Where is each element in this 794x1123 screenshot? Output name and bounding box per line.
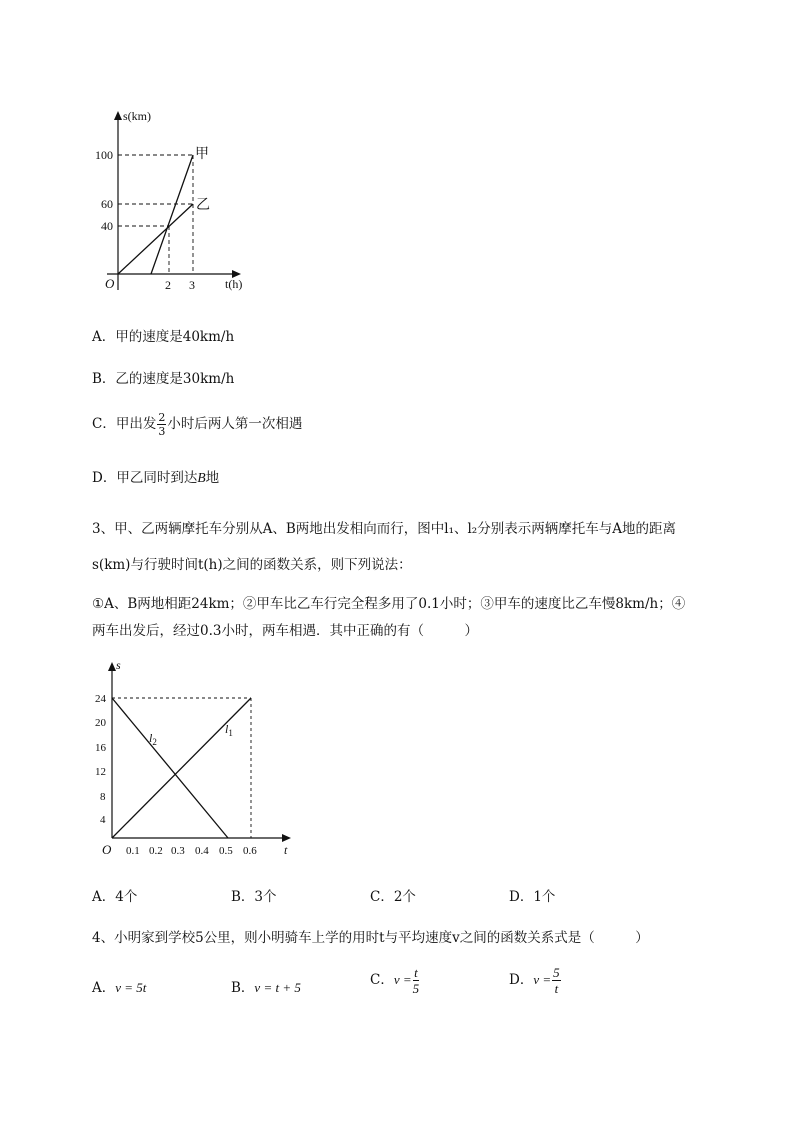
q2-option-d-pre: D．甲乙同时到达 (92, 470, 198, 486)
graph2-x-tick-0.1: 0.1 (126, 845, 140, 857)
graph1-y-tick-100: 100 (95, 148, 113, 162)
q4-option-b-expr: v = t + 5 (254, 980, 301, 995)
q2-option-c-post: 小时后两人第一次相遇 (167, 416, 303, 432)
graph2-x-tick-0.6: 0.6 (243, 845, 257, 857)
graph2-line-l1 (112, 698, 251, 838)
q2-option-d-post: 地 (205, 470, 220, 486)
graph2-x-axis-label: t (284, 843, 288, 857)
graph1-x-tick-2: 2 (165, 278, 171, 292)
graph1-x-tick-3: 3 (189, 278, 195, 292)
q2-option-a[interactable]: A．甲的速度是40km/h (92, 329, 235, 345)
q3-option-b[interactable]: B．3个 (231, 889, 277, 905)
q4-option-b[interactable] (231, 976, 301, 996)
graph2-line-l2 (112, 698, 228, 838)
graph1-y-tick-40: 40 (101, 219, 113, 233)
q2-option-c-fraction: $\frac{2}{3}$ (158, 411, 166, 438)
graph2-y-tick-16: 16 (95, 742, 106, 754)
graph2-y-tick-12: 12 (95, 766, 106, 778)
q3-stem-line2: s(km)与行驶时间t(h)之间的函数关系，则下列说法： (92, 557, 412, 573)
graph1-line-jia (151, 155, 193, 274)
q4-option-d-fraction: $\frac{5}{t}$ (553, 965, 560, 996)
graph2-x-arrow (282, 834, 291, 842)
graph2-x-tick-0.5: 0.5 (219, 845, 233, 857)
q2-option-d[interactable] (92, 466, 219, 486)
q3-option-a[interactable]: A．4个 (92, 889, 138, 905)
graph2-x-tick-0.4: 0.4 (195, 845, 209, 857)
graph1-y-arrow (114, 111, 122, 120)
q4-stem: 4、小明家到学校5公里，则小明骑车上学的用时t与平均速度v之间的函数关系式是（ ） (92, 930, 649, 946)
graph1-label-jia: 甲 (195, 146, 209, 162)
graph1-label-yi: 乙 (196, 197, 210, 213)
q4-option-c[interactable] (370, 966, 420, 995)
graph2-y-tick-24: 24 (95, 693, 106, 705)
q2-option-b[interactable]: B．乙的速度是30km/h (92, 371, 235, 387)
graph2-y-tick-4: 4 (100, 814, 106, 826)
graph1-line-yi (118, 204, 193, 274)
q4-option-d-lhs: v = (533, 972, 552, 987)
graph1-origin: O (105, 276, 115, 291)
q4-option-a-expr: v = 5t (115, 980, 147, 995)
q3-option-c[interactable]: C．2个 (370, 889, 416, 905)
q4-option-a-label: A． (92, 980, 116, 996)
graph1-y-axis-label: s(km) (123, 109, 151, 123)
graph2-y-arrow (108, 662, 116, 671)
graph2-y-tick-8: 8 (100, 791, 106, 803)
q2-option-d-var: B (197, 470, 206, 485)
q3-stem-line4: 两车出发后，经过0.3小时，两车相遇．其中正确的有（ ） (92, 623, 478, 639)
q4-option-d[interactable] (509, 966, 562, 995)
q4-option-c-lhs: v = (393, 972, 412, 987)
q2-option-c-pre: C．甲出发 (92, 416, 157, 432)
distance-time-graph-2 (88, 655, 308, 860)
graph2-label-l1: $l_1$ (225, 722, 233, 738)
graph2-x-tick-0.3: 0.3 (171, 845, 185, 857)
graph2-origin: O (102, 842, 112, 857)
q4-option-d-label: D． (509, 972, 534, 988)
q4-option-a[interactable] (92, 976, 146, 996)
q3-stem-line1: 3、甲、乙两辆摩托车分别从A、B两地出发相向而行，图中l₁、l₂分别表示两辆摩托车与A地的距离 (92, 521, 676, 537)
q3-option-d[interactable]: D．1个 (509, 889, 556, 905)
graph2-y-tick-20: 20 (95, 717, 106, 729)
graph2-y-axis-label: s (116, 658, 121, 672)
graph2-x-tick-0.2: 0.2 (149, 845, 163, 857)
q4-option-c-label: C． (370, 972, 394, 988)
q4-option-c-fraction: $\frac{t}{5}$ (412, 965, 420, 996)
q3-stem-line3: ①A、B两地相距24km；②甲车比乙车行完全程多用了0.1小时；③甲车的速度比乙车慢8km/h；④ (92, 596, 686, 612)
q4-option-b-label: B． (231, 980, 255, 996)
graph2-label-l2: $l_2$ (149, 731, 157, 747)
distance-time-graph-1 (85, 100, 265, 300)
graph1-x-axis-label: t(h) (225, 277, 243, 291)
graph1-y-tick-60: 60 (101, 197, 113, 211)
q2-option-c[interactable] (92, 412, 302, 437)
